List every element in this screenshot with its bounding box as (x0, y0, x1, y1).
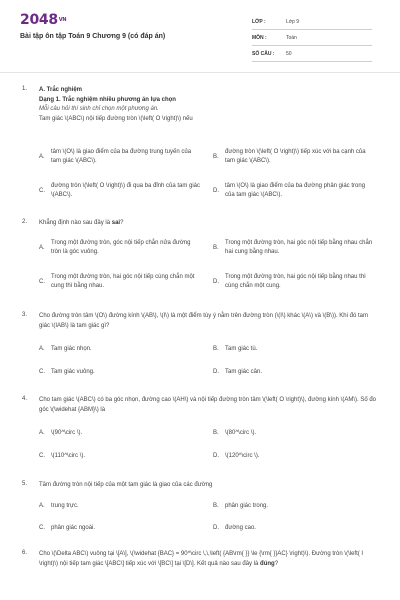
option-text: đường cao. (225, 525, 256, 531)
question-number: 1. (22, 86, 28, 92)
option-text: đường tròn \(\left( O \right)\) đi qua ba đỉnh của tam giác \(ABC\). (51, 183, 201, 198)
option-b[interactable] (213, 345, 375, 354)
option-letter: C. (39, 278, 45, 285)
option-c[interactable] (39, 182, 201, 200)
option-letter: B. (213, 503, 219, 509)
option-letter: D. (213, 369, 219, 375)
option-letter: B. (213, 153, 219, 160)
meta-value: 50 (286, 50, 292, 57)
option-letter: B. (213, 430, 219, 436)
header-divider (0, 72, 400, 73)
option-letter: B. (213, 346, 219, 352)
meta-label: SỐ CÂU : (252, 50, 275, 57)
option-letter: A. (39, 244, 45, 251)
subsection-title: Dạng 1. Trắc nghiệm nhiều phương án lựa chọn (39, 96, 176, 103)
option-c[interactable] (39, 524, 201, 533)
meta-label: MÔN : (252, 34, 267, 41)
question-text (39, 550, 379, 569)
question-text: Tâm đường tròn nội tiếp của một tam giác là giao của các đường (39, 482, 213, 488)
question-text-pre: Cho \(\Delta ABC\) vuông tại \[A\], \(\widehat {BAC} = 90^\circ \,\,\left( {AB\rm{ }} \le {\rm{ }}AC} \right)\). Đường tròn \(\left( I \right)\) nội tiếp tam giác \[ABC\] tiếp xúc với \[BC\] tại \[D\]. Kết quả nào sau đây là (39, 551, 364, 567)
option-text: \(90^\circ \). (51, 430, 83, 436)
option-letter: D. (213, 453, 219, 459)
option-text: Tam giác vuông. (51, 369, 95, 375)
option-text: Trong một đường tròn, hai góc nội tiếp bằng nhau thì cùng chắn một cung. (225, 274, 366, 289)
option-text: đường tròn \(\left( O \right)\) tiếp xúc với ba cạnh của tam giác \(ABC\). (225, 149, 366, 164)
question-number: 5. (22, 481, 28, 487)
option-text: Tam giác tù. (225, 346, 258, 352)
option-a[interactable] (39, 239, 201, 257)
option-text: \(120^\circ \). (225, 453, 260, 459)
meta-value: Toán (286, 34, 297, 41)
question-text (39, 219, 379, 229)
option-letter: B. (213, 244, 219, 251)
question-text-post: ? (274, 560, 279, 567)
question-number: 6. (22, 550, 28, 556)
option-letter: D. (213, 187, 219, 194)
option-a[interactable] (39, 345, 201, 354)
option-d[interactable] (213, 182, 375, 200)
meta-row-grade (252, 14, 372, 30)
meta-label: LỚP : (252, 18, 266, 25)
option-b[interactable] (213, 429, 375, 438)
question-text: Cho tam giác \(ABC\) có ba góc nhọn, đường cao \(AH\) và nội tiếp đường tròn tâm \(\left( O \right)\), đường kính \(AM\). Số đo góc \(\widehat {ABM}\) là (39, 397, 376, 413)
site-logo[interactable] (20, 12, 66, 28)
question-text: Tam giác \(ABC\) nội tiếp đường tròn \(\left( O \right)\) nếu (39, 115, 193, 122)
option-text: Trong một đường tròn, hai góc nội tiếp bằng nhau chắn hai cung bằng nhau. (225, 240, 373, 255)
question-text-post: ? (120, 220, 124, 226)
option-c[interactable] (39, 368, 201, 377)
option-letter: A. (39, 346, 45, 352)
option-a[interactable] (39, 502, 201, 511)
option-letter: D. (213, 278, 219, 285)
option-a[interactable] (39, 148, 201, 166)
question-text-pre: Khẳng định nào sau đây là (39, 220, 112, 226)
document-meta (252, 14, 372, 62)
meta-row-subject (252, 30, 372, 46)
option-text: tâm \(O\) là giao điểm của ba đường trung tuyến của tam giác \(ABC\). (51, 149, 192, 164)
section-title: A. Trắc nghiệm (39, 87, 83, 93)
option-text: \(110^\circ \). (51, 453, 86, 459)
option-b[interactable] (213, 502, 375, 511)
option-d[interactable] (213, 524, 375, 533)
option-letter: C. (39, 525, 45, 531)
option-d[interactable] (213, 368, 375, 377)
option-letter: C. (39, 369, 45, 375)
meta-value: Lớp 9 (286, 18, 300, 25)
option-letter: A. (39, 503, 45, 509)
option-letter: A. (39, 153, 45, 160)
option-text: phân giác ngoài. (51, 525, 96, 531)
option-text: \(80^\circ \). (225, 430, 257, 436)
option-text: tâm \(O\) là giao điểm của ba đường phân giác trong của tam giác \(ABC\). (225, 183, 366, 198)
question-number: 3. (22, 312, 28, 318)
logo-text: 2048 (20, 12, 58, 28)
option-text: Tam giác nhọn. (51, 346, 92, 352)
logo-suffix: VN (58, 17, 67, 23)
option-d[interactable] (213, 452, 375, 461)
option-b[interactable] (213, 239, 375, 257)
option-text: phân giác trong. (225, 503, 269, 509)
option-c[interactable] (39, 273, 201, 291)
option-letter: C. (39, 187, 45, 194)
option-text: Trong một đường tròn, hai góc nội tiếp cùng chắn một cung thì bằng nhau. (51, 274, 195, 289)
option-text: Tam giác cân. (225, 369, 263, 375)
page-header (0, 0, 400, 72)
instruction-note: Mỗi câu hỏi thí sinh chỉ chọn một phương án. (39, 106, 159, 112)
meta-row-count (252, 46, 372, 62)
question-body (39, 86, 379, 124)
question-number: 4. (22, 396, 28, 402)
option-c[interactable] (39, 452, 201, 461)
option-letter: A. (39, 430, 45, 436)
question-text: Cho đường tròn tâm \(O\) đường kính \(AB\), \(I\) là một điểm tùy ý nằm trên đường tròn (\(I\) khác \(A\) và \(B\)). Khi đó tam giác \(IAB\) là tam giác gì? (39, 313, 368, 329)
question-number: 2. (22, 219, 28, 225)
question-emphasis: sai (111, 220, 121, 226)
option-text: Trong một đường tròn, góc nội tiếp chắn nửa đường tròn là góc vuông. (51, 240, 191, 255)
option-b[interactable] (213, 148, 375, 166)
option-d[interactable] (213, 273, 375, 291)
option-text: trung trực. (51, 503, 79, 509)
document-title: Bài tập ôn tập Toán 9 Chương 9 (có đáp án) (20, 33, 166, 40)
option-letter: C. (39, 453, 45, 459)
option-a[interactable] (39, 429, 201, 438)
question-emphasis: đúng (260, 560, 275, 567)
option-letter: D. (213, 525, 219, 531)
